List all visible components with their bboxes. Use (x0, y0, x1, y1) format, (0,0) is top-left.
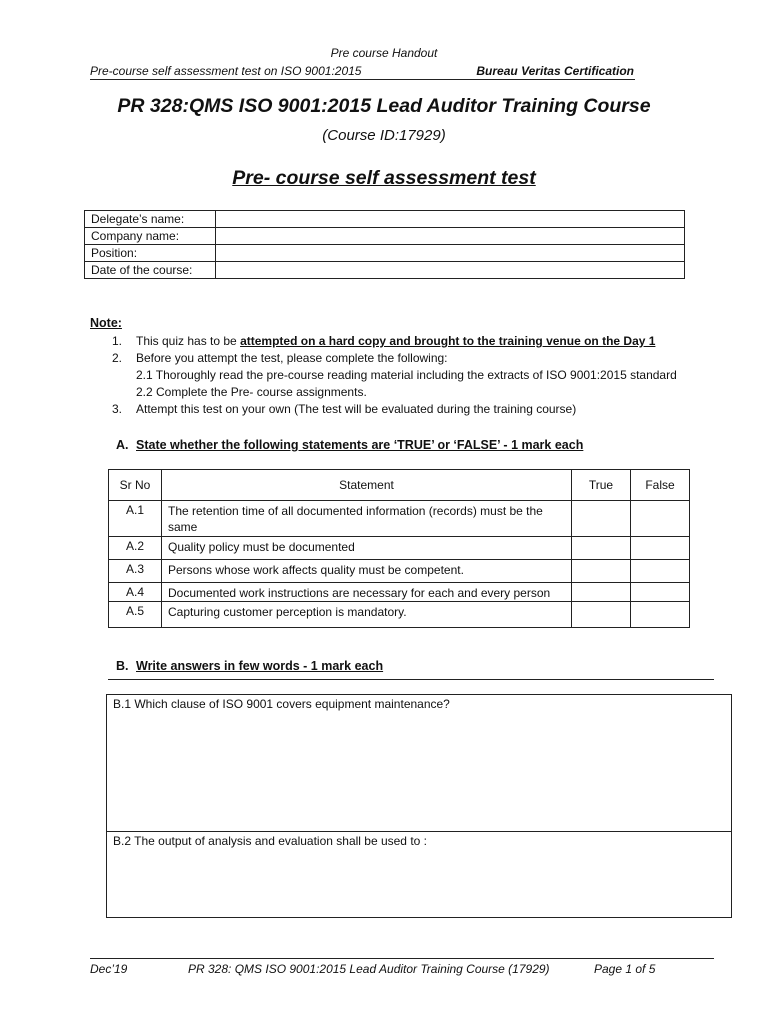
row-sr-no: A.1 (109, 501, 162, 537)
false-answer-cell[interactable] (631, 537, 690, 560)
section-b-rule (108, 679, 714, 680)
footer-rule (90, 958, 714, 959)
table-row (85, 262, 685, 279)
position-label: Position: (85, 245, 216, 262)
row-sr-no: A.5 (109, 602, 162, 628)
footer-course: PR 328: QMS ISO 9001:2015 Lead Auditor Training Course (17929) (188, 962, 550, 976)
false-answer-cell[interactable] (631, 560, 690, 583)
note-item-number: 3. (112, 402, 123, 416)
row-sr-no: A.3 (109, 560, 162, 583)
delegate-name-label: Delegate’s name: (85, 211, 216, 228)
question-b1: B.1 Which clause of ISO 9001 covers equipment maintenance? (113, 697, 450, 711)
page-subtitle: Pre- course self assessment test (232, 167, 536, 189)
note-heading: Note: (90, 316, 122, 330)
note-item-1 (112, 334, 655, 348)
table-row (85, 245, 685, 262)
row-statement: The retention time of all documented information (records) must be the same (162, 501, 572, 537)
note-subitem-2-1: 2.1 Thoroughly read the pre-course reading material including the extracts of ISO 9001:2015 standard (136, 368, 677, 382)
note-item-2 (112, 351, 448, 365)
delegate-info-table (84, 210, 685, 279)
question-b2: B.2 The output of analysis and evaluation shall be used to : (113, 834, 427, 848)
footer-date: Dec’19 (90, 962, 128, 976)
course-id: (Course ID:17929) (322, 127, 446, 144)
note-item-text: Attempt this test on your own (The test will be evaluated during the training course) (136, 402, 577, 416)
false-answer-cell[interactable] (631, 583, 690, 602)
note-item-emphasis: attempted on a hard copy and brought to the training venue on the Day 1 (240, 334, 656, 348)
course-date-label: Date of the course: (85, 262, 216, 279)
table-row (109, 560, 690, 583)
note-item-number: 1. (112, 334, 123, 348)
company-name-label: Company name: (85, 228, 216, 245)
column-header-sr-no: Sr No (109, 470, 162, 501)
note-subitem-2-2: 2.2 Complete the Pre- course assignments. (136, 385, 367, 399)
table-row (85, 211, 685, 228)
column-header-statement: Statement (162, 470, 572, 501)
false-answer-cell[interactable] (631, 602, 690, 628)
row-statement: Capturing customer perception is mandatory. (162, 602, 572, 628)
true-answer-cell[interactable] (572, 501, 631, 537)
note-item-text: This quiz has to be (136, 334, 241, 348)
note-item-3 (112, 402, 576, 416)
section-a-label: A. (116, 438, 129, 452)
true-answer-cell[interactable] (572, 560, 631, 583)
section-a-title: State whether the following statements are ‘TRUE’ or ‘FALSE’ - 1 mark each (136, 438, 584, 452)
table-row (109, 501, 690, 537)
true-answer-cell[interactable] (572, 583, 631, 602)
delegate-name-field[interactable] (216, 211, 685, 228)
section-a-heading (116, 438, 583, 452)
table-row (109, 583, 690, 602)
true-answer-cell[interactable] (572, 602, 631, 628)
note-item-number: 2. (112, 351, 123, 365)
position-field[interactable] (216, 245, 685, 262)
true-answer-cell[interactable] (572, 537, 631, 560)
true-false-table (108, 469, 690, 628)
course-date-field[interactable] (216, 262, 685, 279)
note-item-text: Before you attempt the test, please complete the following: (136, 351, 448, 365)
answer-box-b2[interactable] (106, 831, 732, 918)
page-number: Page 1 of 5 (594, 962, 656, 976)
section-b-title: Write answers in few words - 1 mark each (136, 659, 384, 673)
column-header-false: False (631, 470, 690, 501)
row-statement: Documented work instructions are necessary for each and every person (162, 583, 572, 602)
page-title: PR 328:QMS ISO 9001:2015 Lead Auditor Training Course (117, 95, 651, 117)
answer-box-b1[interactable] (106, 694, 732, 832)
row-sr-no: A.4 (109, 583, 162, 602)
header-left-text: Pre-course self assessment test on ISO 9001:2015 (90, 64, 362, 78)
row-statement: Persons whose work affects quality must be competent. (162, 560, 572, 583)
section-b-heading (116, 659, 383, 673)
handout-label: Pre course Handout (330, 46, 438, 60)
row-sr-no: A.2 (109, 537, 162, 560)
column-header-true: True (572, 470, 631, 501)
table-header-row (109, 470, 690, 501)
section-b-label: B. (116, 659, 129, 673)
company-name-field[interactable] (216, 228, 685, 245)
table-row (109, 537, 690, 560)
table-row (85, 228, 685, 245)
header-right-text: Bureau Veritas Certification (476, 64, 634, 78)
false-answer-cell[interactable] (631, 501, 690, 537)
table-row (109, 602, 690, 628)
row-statement: Quality policy must be documented (162, 537, 572, 560)
